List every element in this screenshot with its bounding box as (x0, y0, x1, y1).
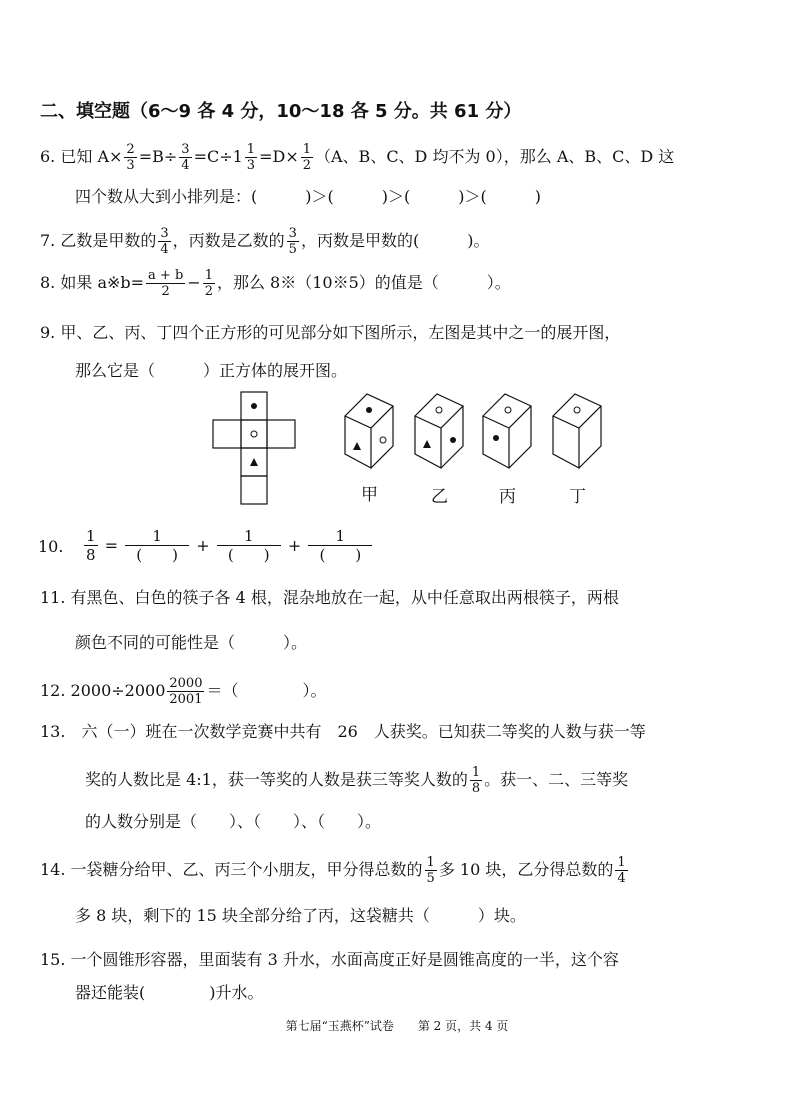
ding-white-dot (574, 407, 580, 413)
q10-term-2: 1 ( ) (217, 527, 281, 564)
question-11-line-2: 颜色不同的可能性是（ ）。 (75, 633, 308, 652)
question-14-line-2: 多 8 块，剩下的 15 块全部分给了丙，这袋糖共（ ）块。 (75, 906, 526, 925)
cube-yi (415, 394, 463, 468)
q6-fraction-2: $\frac{3}{4}$ (181, 142, 190, 173)
question-6-line-1 (40, 142, 674, 173)
q7-text: ，丙数是甲数的( )。 (300, 231, 490, 250)
question-13-line-2 (85, 765, 628, 796)
q10-plus-2: + (287, 535, 302, 555)
q12-text: 2000÷2000 (70, 681, 166, 700)
q13-fraction: $\frac{1}{8}$ (471, 765, 481, 796)
question-13-line-3: 的人数分别是（ ）、（ ）、（ ）。 (85, 812, 382, 831)
question-12 (40, 676, 327, 707)
q6-text: （A、B、C、D 均不为 0），那么 A、B、C、D 这 (315, 147, 675, 166)
question-9-line-1: 9. 甲、乙、丙、丁四个正方形的可见部分如下图所示，左图是其中之一的展开图， (40, 323, 621, 342)
net-white-dot (251, 431, 257, 437)
q8-minus: − (187, 273, 201, 292)
question-15-line-1: 15. 一个圆锥形容器，里面装有 3 升水，水面高度正好是圆锥高度的一半，这个容 (40, 950, 619, 969)
bing-white-dot (505, 407, 511, 413)
q6-number: 6. (40, 147, 56, 166)
question-7 (40, 226, 489, 257)
q8-fraction-1: $\frac{a + b}{2}$ (148, 268, 184, 299)
q12-text: ＝（ ）。 (206, 681, 327, 700)
q10-plus-1: + (196, 535, 210, 555)
q7-fraction-1: $\frac{3}{4}$ (160, 226, 169, 257)
q8-number: 8. (40, 273, 56, 292)
q13-text: 奖的人数比是 4:1，获一等奖的人数是获三等奖人数的 (85, 770, 468, 789)
q7-number: 7. (40, 231, 56, 250)
yi-black-dot (450, 437, 456, 443)
question-8 (40, 268, 511, 299)
cube-figure (205, 388, 625, 508)
question-6-line-2: 四个数从大到小排列是：( )＞( )＞( )＞( ) (75, 187, 541, 206)
q10-number: 10. (38, 537, 64, 556)
cube-bing (483, 394, 531, 468)
q10-term-3: 1 ( ) (308, 527, 372, 564)
jia-top-dot (366, 407, 372, 413)
q6-fraction-1: $\frac{2}{3}$ (126, 142, 135, 173)
label-bing: 丙 (499, 487, 516, 507)
q8-text: ，那么 8※（10※5）的值是（ ）。 (216, 273, 511, 292)
yi-triangle (423, 440, 431, 448)
jia-white-dot (380, 437, 386, 443)
q8-text: 如果 a※b= (60, 273, 145, 292)
cube-figure-svg (205, 388, 625, 508)
q6-text: =D× (259, 147, 299, 166)
question-10 (38, 523, 398, 583)
q7-text: 乙数是甲数的 (60, 231, 157, 250)
question-13-line-1: 13. 六（一）班在一次数学竞赛中共有 26 人获奖。已知获二等奖的人数与获一等 (40, 722, 646, 741)
q14-text: 14. 一袋糖分给甲、乙、丙三个小朋友，甲分得总数的 (40, 860, 423, 879)
q13-text: 。获一、二、三等奖 (484, 770, 629, 789)
q12-fraction: $\frac{2000}{2001}$ (169, 676, 203, 707)
q6-text: =C÷1 (193, 147, 243, 166)
page-footer: 第七届“玉燕杯”试卷 第 2 页，共 4 页 (285, 1019, 509, 1033)
question-14-line-1 (40, 855, 630, 886)
question-15-line-2: 器还能装( )升水。 (75, 983, 264, 1002)
q12-number: 12. (40, 681, 66, 700)
q6-text: 已知 A× (60, 147, 123, 166)
cube-ding (553, 394, 601, 468)
q6-text: =B÷ (138, 147, 178, 166)
q10-equals: = (104, 535, 119, 555)
question-11-line-1: 11. 有黑色、白色的筷子各 4 根，混杂地放在一起，从中任意取出两根筷子，两根 (40, 588, 619, 607)
label-jia: 甲 (361, 485, 378, 505)
jia-triangle (353, 442, 361, 450)
yi-white-dot (436, 407, 442, 413)
question-9-line-2: 那么它是（ ）正方体的展开图。 (75, 361, 348, 380)
q7-fraction-2: $\frac{3}{5}$ (288, 226, 297, 257)
q6-fraction-3: $\frac{1}{3}$ (246, 142, 256, 173)
label-yi: 乙 (431, 487, 448, 507)
section-title: 二、填空题（6～9 各 4 分，10～18 各 5 分。共 61 分） (40, 101, 522, 122)
q14-fraction-1: $\frac{1}{5}$ (426, 855, 435, 886)
q10-expression (82, 527, 374, 564)
q7-text: ，丙数是乙数的 (172, 231, 285, 250)
net-triangle (250, 458, 258, 466)
cube-jia (345, 394, 393, 468)
q8-fraction-2: $\frac{1}{2}$ (204, 268, 213, 299)
net-black-dot (251, 403, 257, 409)
q14-text: 多 10 块，乙分得总数的 (438, 860, 614, 879)
label-ding: 丁 (569, 487, 586, 507)
q6-fraction-4: $\frac{1}{2}$ (302, 142, 311, 173)
q10-lhs-fraction: $\frac{1}{8}$ (86, 527, 96, 564)
q10-term-1: 1 ( ) (125, 527, 189, 564)
q14-fraction-2: $\frac{1}{4}$ (617, 855, 626, 886)
bing-black-dot (493, 435, 499, 441)
